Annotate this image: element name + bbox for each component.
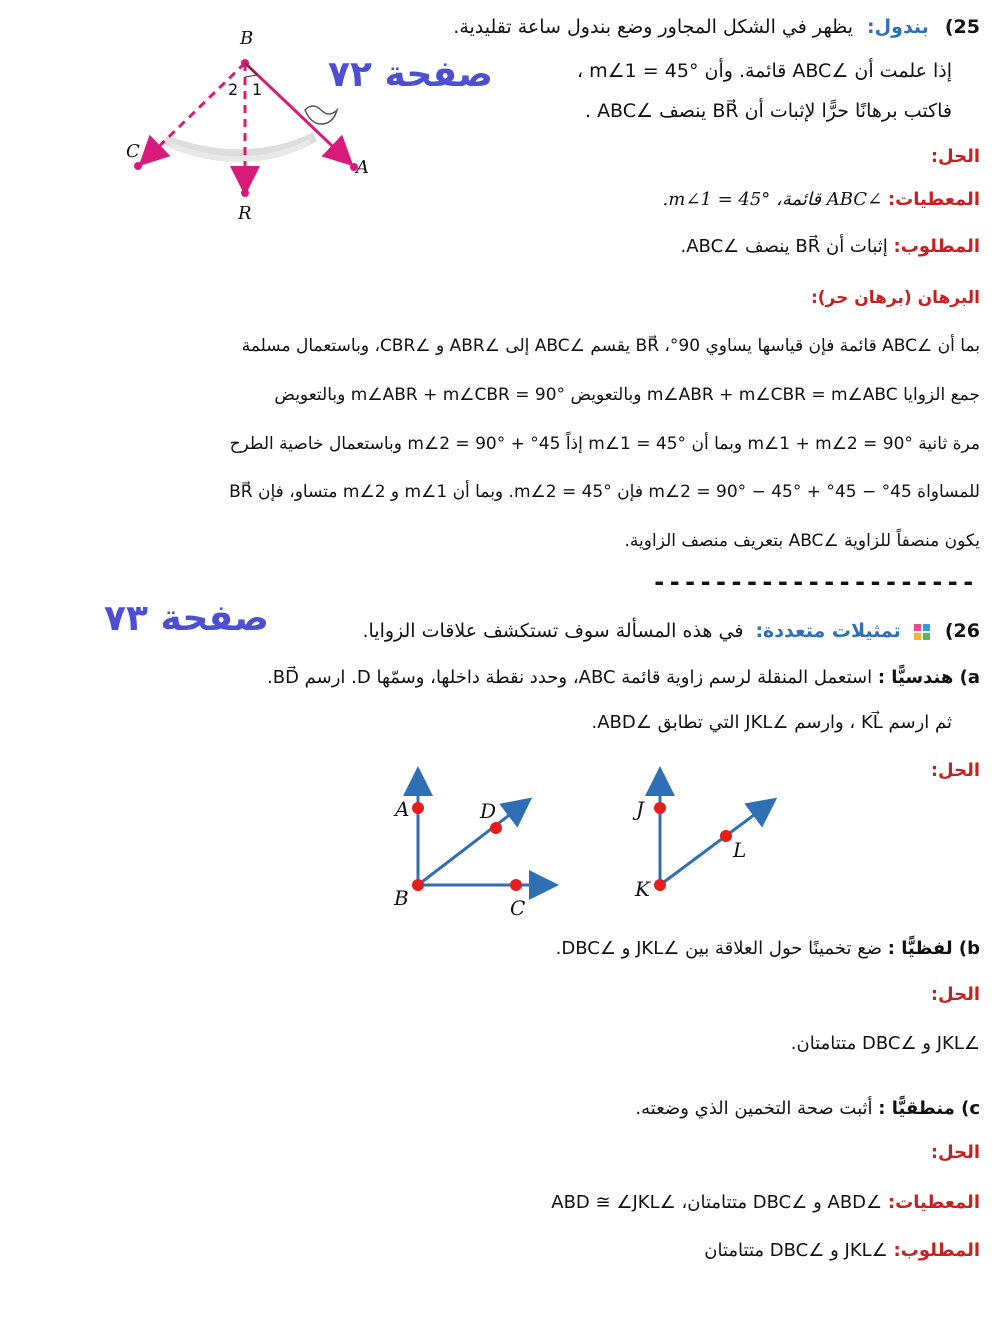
pendulum-label-R: R (238, 203, 252, 224)
q25-header-line1 (360, 16, 980, 38)
q26-c-required-label: المطلوب: (893, 1240, 980, 1261)
q25-proof-line-5: يكون منصفاً للزاوية ∠ABC بتعريف منصف الزاوية. (624, 531, 980, 551)
q25-line2: إذا علمت أن ∠ABC قائمة. وأن m∠1 = 45° ، (576, 60, 952, 82)
q26-b-label: b) لفظيًّا : (887, 938, 980, 959)
fig-label-A: A (395, 797, 410, 821)
q26-c-given-text: ∠ABD و ∠DBC متتامتان، ∠ABD ≅ ∠JKL (551, 1192, 883, 1213)
q26-a-line1 (100, 667, 980, 688)
q25-solution-label: الحل: (930, 146, 980, 167)
q26-c-given (180, 1192, 980, 1213)
fig-label-C: C (510, 896, 526, 920)
q26-b-answer: ∠JKL و ∠DBC متتامتان. (790, 1033, 980, 1054)
q26-a-text1: استعمل المنقلة لرسم زاوية قائمة ABC، وحدد نقطة داخلها، وسمّها D. ارسم BD⃗. (266, 667, 873, 688)
q26-c-required-text: ∠JKL و ∠DBC متتامتان (704, 1240, 888, 1261)
q26-number: 26) (944, 620, 980, 642)
q26-c-text: أثبت صحة التخمين الذي وضعته. (635, 1098, 873, 1119)
q26-title: تمثيلات متعددة: (755, 620, 901, 642)
pendulum-label-C: C (126, 141, 140, 162)
q25-required-label: المطلوب: (893, 236, 980, 257)
q25-required-text: إثبات أن BR⃗ ينصف ∠ABC. (680, 236, 888, 257)
pendulum-label-B: B (240, 28, 254, 49)
q25-given (280, 189, 980, 210)
fig-label-K: K (635, 877, 650, 901)
q26-b-text: ضع تخمينًا حول العلاقة بين ∠JKL و ∠DBC. (555, 938, 883, 959)
q25-given-text: ∠ABC قائمة، m∠1 = 45°. (662, 189, 883, 210)
puzzle-icon (913, 623, 931, 641)
q25-proof-line-1: بما أن ∠ABC قائمة فإن قياسها يساوي 90°، BR⃗ يقسم ∠ABC إلى ∠ABR و ∠CBR، وباستعمال مسلمة (241, 336, 980, 356)
fig-label-L: L (733, 838, 747, 862)
q25-required (280, 236, 980, 257)
q26-header (280, 620, 980, 642)
q26-a-line2: ثم ارسم KL⃗ ، وارسم ∠JKL التي تطابق ∠ABD. (591, 712, 952, 733)
fig-label-D: D (480, 799, 497, 823)
q25-proof-line-4: للمساواة 45° − 45° + m∠2 = 90° − 45° فإن m∠2 = 45°. وبما أن m∠1 و m∠2 متساو، فإن BR⃗ (229, 482, 980, 502)
section-divider: --------------------- (652, 568, 977, 596)
fig-label-B: B (394, 886, 409, 910)
pendulum-label-2: 2 (228, 80, 239, 99)
q26-a-solution-label: الحل: (930, 760, 980, 781)
fig-label-J: J (636, 797, 645, 821)
q25-given-label: المعطيات: (887, 189, 980, 210)
q25-proof-line-2: جمع الزوايا m∠ABR + m∠CBR = m∠ABC وبالتعويض m∠ABR + m∠CBR = 90° وبالتعويض (274, 385, 980, 405)
q25-title: بندول: (867, 16, 929, 38)
q26-b (280, 938, 980, 959)
q26-b-solution-label: الحل: (930, 984, 980, 1005)
q25-proof-label: البرهان (برهان حر): (810, 288, 980, 308)
q26-c-required (180, 1240, 980, 1261)
q25-number: 25) (944, 16, 980, 38)
q26-c (280, 1098, 980, 1119)
q26-c-solution-label: الحل: (930, 1142, 980, 1163)
page-72-label: صفحة ٧٢ (328, 54, 493, 95)
page-73-label: صفحة ٧٣ (104, 598, 269, 639)
q25-proof-line-3: مرة ثانية m∠1 + m∠2 = 90° وبما أن m∠1 = 45° إذاً 45° + m∠2 = 90° وباستعمال خاصية الطرح (229, 434, 980, 454)
q26-c-label: c) منطقيًّا : (878, 1098, 980, 1119)
q26-a-label: a) هندسيًّا : (877, 667, 980, 688)
pendulum-label-A: A (356, 157, 369, 178)
q26-c-given-label: المعطيات: (887, 1192, 980, 1213)
q25-line1: يظهر في الشكل المجاور وضع بندول ساعة تقليدية. (453, 16, 853, 38)
q25-line3: فاكتب برهانًا حرًّا لإثبات أن BR⃗ ينصف ∠ABC . (584, 100, 952, 122)
q26-intro: في هذه المسألة سوف تستكشف علاقات الزوايا. (362, 620, 744, 642)
pendulum-label-1: 1 (252, 80, 263, 99)
